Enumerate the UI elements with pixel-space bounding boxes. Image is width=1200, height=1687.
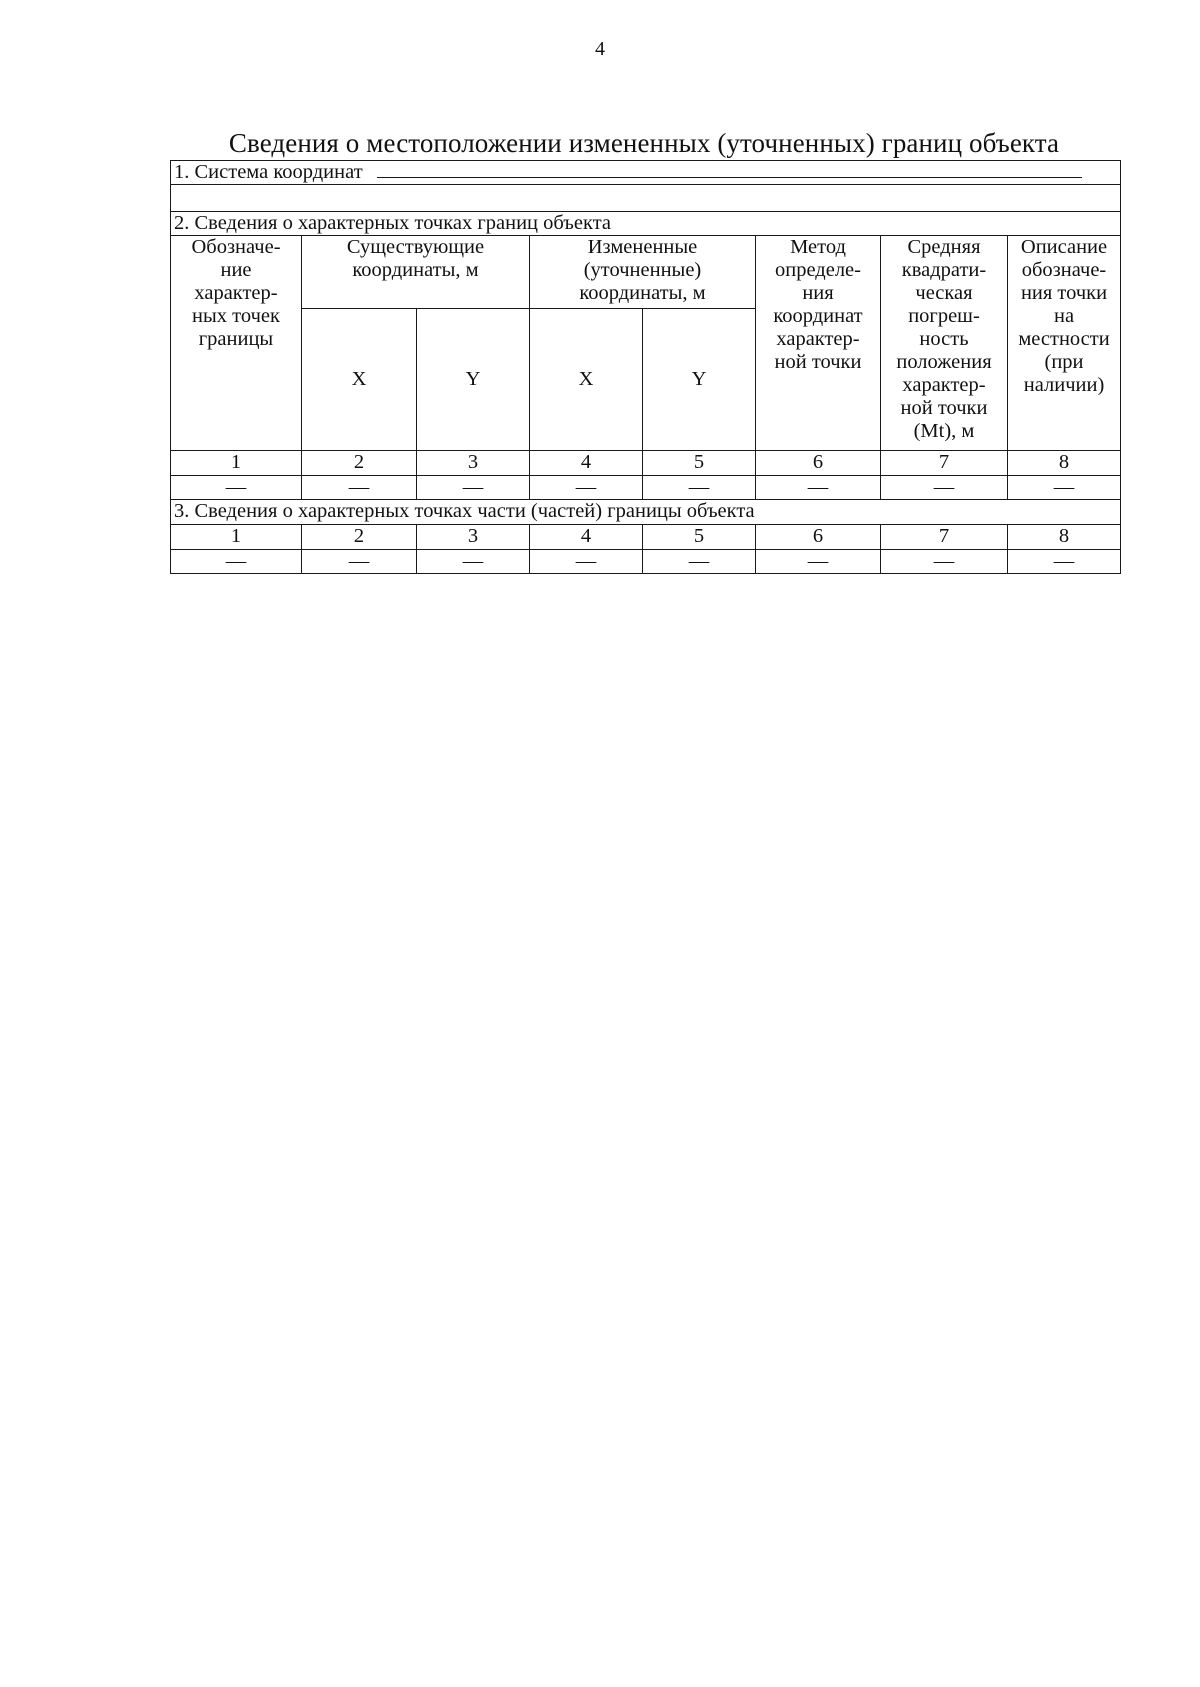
empty-value-dash: — — [881, 476, 1008, 500]
column-number: 7 — [881, 451, 1008, 476]
column-number: 5 — [643, 525, 756, 550]
column-number: 2 — [302, 525, 417, 550]
column-number: 6 — [756, 451, 881, 476]
empty-value-dash: — — [643, 476, 756, 500]
empty-value-dash: — — [530, 476, 643, 500]
section-3-column-numbers-row — [171, 525, 1121, 550]
section-2-heading: 2. Сведения о характерных точках границ объекта — [171, 212, 1121, 236]
column-number: 1 — [171, 525, 302, 550]
document-title: Сведения о местоположении измененных (уточненных) границ объекта — [228, 128, 1060, 158]
column-number: 3 — [417, 451, 530, 476]
column-number: 2 — [302, 451, 417, 476]
column-number: 1 — [171, 451, 302, 476]
coordinate-system-row — [171, 161, 1121, 185]
column-number: 4 — [530, 525, 643, 550]
empty-value-dash: — — [881, 550, 1008, 574]
column-number: 4 — [530, 451, 643, 476]
header-mean-square-error: Средняя квадрати- ческая погреш- ность положения характер- ной точки (Mt), м — [881, 236, 1008, 451]
section-2-column-numbers-row — [171, 451, 1121, 476]
header-changed-coordinates: Измененные (уточненные) координаты, м — [530, 236, 756, 309]
header-existing-x: X — [302, 309, 417, 451]
empty-value-dash: — — [756, 476, 881, 500]
empty-value-dash: — — [643, 550, 756, 574]
column-number: 6 — [756, 525, 881, 550]
boundary-points-table — [170, 160, 1121, 574]
coordinate-system-label: 1. Система координат — [174, 161, 363, 183]
empty-value-dash: — — [302, 476, 417, 500]
header-point-description: Описание обозначе- ния точки на местности (при наличии) — [1008, 236, 1121, 451]
header-changed-x: X — [530, 309, 643, 451]
page-number: 4 — [595, 38, 605, 60]
coordinate-system-blank-line — [377, 161, 1082, 178]
empty-value-dash: — — [171, 476, 302, 500]
section-2-data-row — [171, 476, 1121, 500]
blank-row — [171, 185, 1121, 212]
header-row — [171, 236, 1121, 309]
section-3-data-row — [171, 550, 1121, 574]
empty-value-dash: — — [417, 476, 530, 500]
empty-value-dash: — — [756, 550, 881, 574]
empty-value-dash: — — [171, 550, 302, 574]
header-existing-coordinates: Существующие координаты, м — [302, 236, 530, 309]
header-determination-method: Метод определе- ния координат характер- ной точки — [756, 236, 881, 451]
column-number: 5 — [643, 451, 756, 476]
header-changed-y: Y — [643, 309, 756, 451]
column-number: 7 — [881, 525, 1008, 550]
header-point-designation: Обозначе- ние характер- ных точек границы — [171, 236, 302, 451]
empty-value-dash: — — [302, 550, 417, 574]
empty-value-dash: — — [530, 550, 643, 574]
empty-value-dash: — — [417, 550, 530, 574]
section-3-heading: 3. Сведения о характерных точках части (частей) границы объекта — [171, 500, 1121, 525]
header-existing-y: Y — [417, 309, 530, 451]
empty-value-dash: — — [1008, 550, 1121, 574]
column-number: 8 — [1008, 525, 1121, 550]
section-3-heading-row — [171, 500, 1121, 525]
section-2-heading-row — [171, 212, 1121, 236]
column-number: 3 — [417, 525, 530, 550]
column-number: 8 — [1008, 451, 1121, 476]
empty-value-dash: — — [1008, 476, 1121, 500]
